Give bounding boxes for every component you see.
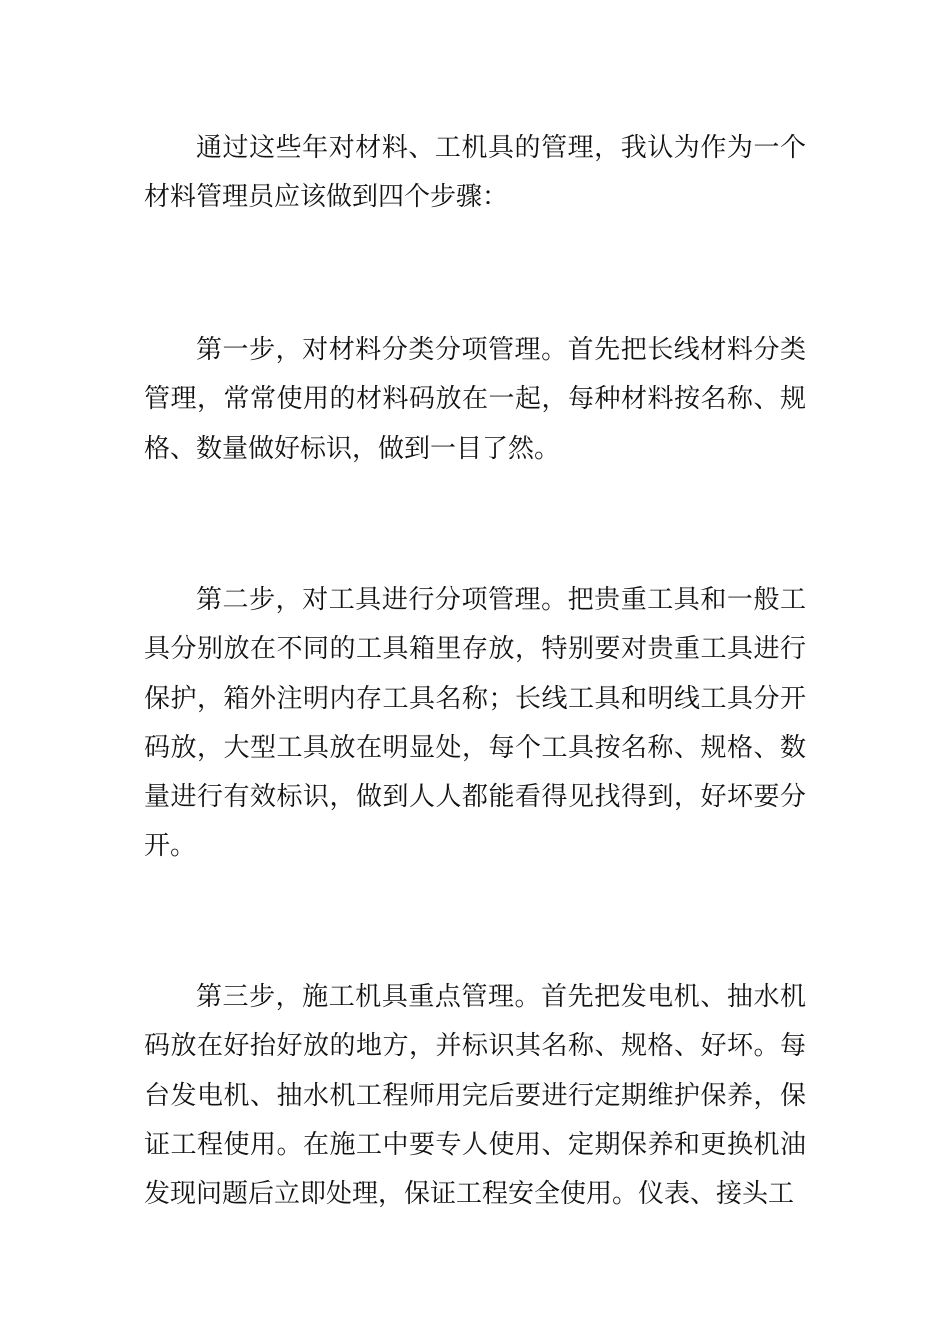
paragraph-step-two: 第二步，对工具进行分项管理。把贵重工具和一般工具分别放在不同的工具箱里存放，特别要对贵重工具进行保护，箱外注明内存工具名称；长线工具和明线工具分开码放，大型工具放在明显处，每个工具按名称、规格、数量进行有效标识，做到人人都能看得见找得到，好坏要分开。 [144,585,806,862]
paragraph-step-one: 第一步，对材料分类分项管理。首先把长线材料分类管理，常常使用的材料码放在一起，每种材料按名称、规格、数量做好标识，做到一目了然。 [144,335,806,464]
paragraph-intro: 通过这些年对材料、工机具的管理，我认为作为一个材料管理员应该做到四个步骤： [144,133,806,213]
paragraph-step-three: 第三步，施工机具重点管理。首先把发电机、抽水机码放在好抬好放的地方，并标识其名称、规格、好坏。每台发电机、抽水机工程师用完后要进行定期维护保养，保证工程使用。在施工中要专人使用、定期保养和更换机油发现问题后立即处理，保证工程安全使用。仪表、接头工 [144,982,806,1210]
